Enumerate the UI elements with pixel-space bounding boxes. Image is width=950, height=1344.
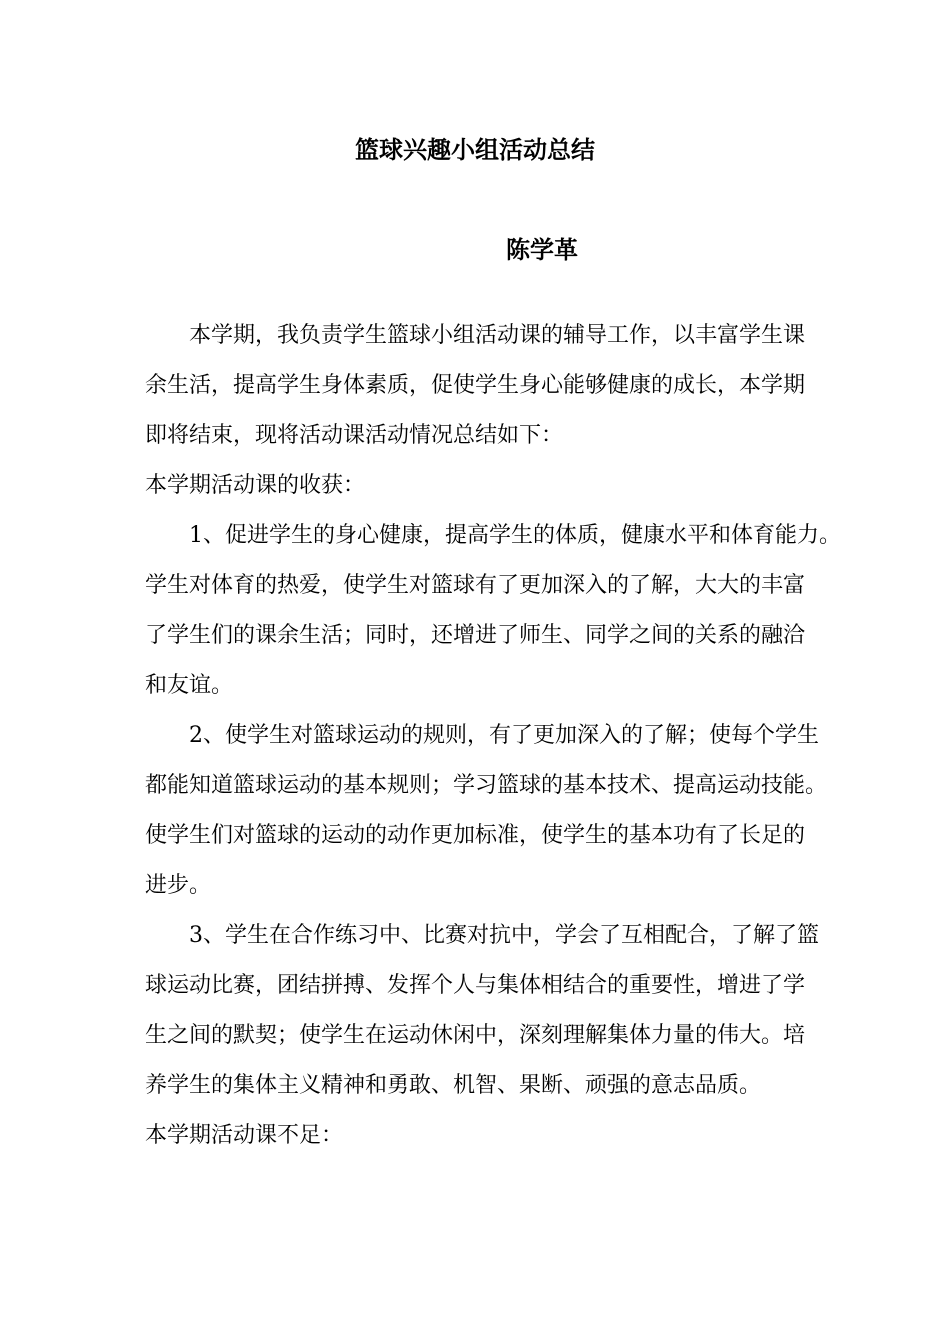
body-line: 余生活，提高学生身体素质，促使学生身心能够健康的成长，本学期 xyxy=(145,373,806,398)
body-line: 即将结束，现将活动课活动情况总结如下： xyxy=(145,423,564,448)
body-line: 和友谊。 xyxy=(145,673,234,698)
body-line: 球运动比赛，团结拼搏、发挥个人与集体相结合的重要性，增进了学 xyxy=(145,973,806,998)
body-line: 都能知道篮球运动的基本规则；学习篮球的基本技术、提高运动技能。 xyxy=(145,773,828,798)
body-line: 本学期活动课不足： xyxy=(145,1123,344,1148)
body-line: 1、促进学生的身心健康，提高学生的体质，健康水平和体育能力。 xyxy=(189,523,841,548)
body-line: 学生对体育的热爱，使学生对篮球有了更加深入的了解，大大的丰富 xyxy=(145,573,806,598)
body-line: 进步。 xyxy=(145,873,212,898)
body-line: 3、学生在合作练习中、比赛对抗中，学会了互相配合，了解了篮 xyxy=(189,923,819,948)
body-line: 生之间的默契；使学生在运动休闲中，深刻理解集体力量的伟大。培 xyxy=(145,1023,806,1048)
body-line: 养学生的集体主义精神和勇敢、机智、果断、顽强的意志品质。 xyxy=(145,1073,762,1098)
body-line: 使学生们对篮球的运动的动作更加标准，使学生的基本功有了长足的 xyxy=(145,823,806,848)
body-line: 本学期活动课的收获： xyxy=(145,473,366,498)
document-title: 篮球兴趣小组活动总结 xyxy=(355,135,595,164)
document-body xyxy=(145,318,841,1168)
document-author: 陈学革 xyxy=(506,235,578,264)
body-line: 了学生们的课余生活；同时，还增进了师生、同学之间的关系的融洽 xyxy=(145,623,806,648)
body-line: 2、使学生对篮球运动的规则，有了更加深入的了解；使每个学生 xyxy=(189,723,819,748)
body-line: 本学期，我负责学生篮球小组活动课的辅导工作，以丰富学生课 xyxy=(189,323,806,348)
